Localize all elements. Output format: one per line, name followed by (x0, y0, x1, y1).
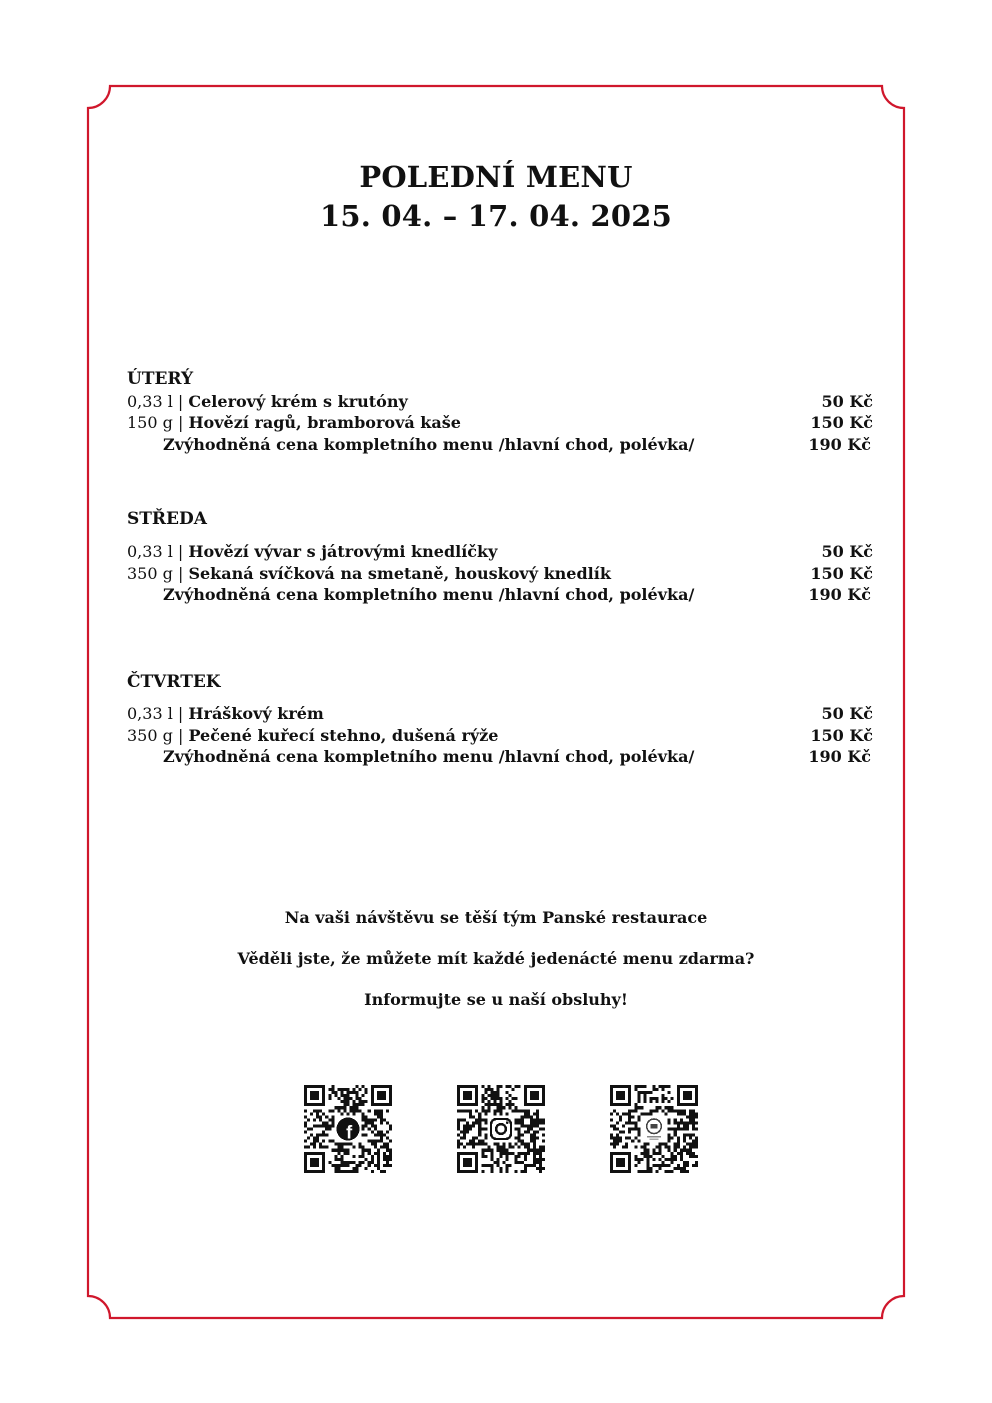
menu-item-soup (127, 541, 873, 562)
menu-item-main (127, 563, 873, 584)
item-quantity: 350 g | (127, 564, 189, 583)
qr-finder-pattern (304, 1085, 325, 1106)
item-dish: Hovězí vývar s játrovými knedlíčky (188, 542, 498, 561)
item-price: 150 Kč (810, 413, 873, 432)
combo-label: Zvýhodněná cena kompletního menu /hlavní chod, polévka/ (163, 435, 695, 454)
qr-finder-pattern (524, 1085, 545, 1106)
day-heading-wednesday: STŘEDA (127, 509, 207, 529)
footer-ask-staff: Informujte se u naší obsluhy! (364, 990, 628, 1009)
combo-offer (127, 584, 873, 605)
combo-label: Zvýhodněná cena kompletního menu /hlavní chod, polévka/ (163, 747, 695, 766)
item-price: 50 Kč (821, 542, 873, 561)
combo-offer (127, 434, 873, 455)
menu-item-soup (127, 391, 873, 412)
footer-loyalty-question: Věděli jste, že můžete mít každé jedenácté menu zdarma? (237, 949, 755, 968)
combo-label: Zvýhodněná cena kompletního menu /hlavní chod, polévka/ (163, 585, 695, 604)
menu-item-soup (127, 703, 873, 724)
menu-date-range: 15. 04. – 17. 04. 2025 (320, 199, 672, 233)
menu-item-main (127, 725, 873, 746)
restaurant-qr-code[interactable] (610, 1085, 698, 1173)
day-heading-tuesday: ÚTERÝ (127, 369, 194, 389)
item-dish: Hovězí ragů, bramborová kaše (188, 413, 461, 432)
item-dish: Sekaná svíčková na smetaně, houskový knedlík (188, 564, 611, 583)
item-price: 50 Kč (821, 392, 873, 411)
combo-offer (127, 746, 873, 767)
qr-finder-pattern (610, 1085, 631, 1106)
qr-finder-pattern (457, 1152, 478, 1173)
qr-finder-pattern (304, 1152, 325, 1173)
day-heading-thursday: ČTVRTEK (127, 672, 221, 692)
footer-greeting: Na vaši návštěvu se těší tým Panské restaurace (284, 908, 708, 927)
svg-text:f: f (346, 1122, 353, 1143)
item-quantity: 0,33 l | (127, 542, 189, 561)
item-dish: Hráškový krém (188, 704, 324, 723)
item-quantity: 350 g | (127, 726, 189, 745)
item-price: 150 Kč (810, 726, 873, 745)
combo-price: 190 Kč (808, 435, 871, 454)
menu-item-main (127, 412, 873, 433)
instagram-qr-code[interactable] (457, 1085, 545, 1173)
qr-finder-pattern (457, 1085, 478, 1106)
facebook-qr-code[interactable] (304, 1085, 392, 1173)
item-quantity: 150 g | (127, 413, 189, 432)
qr-finder-pattern (677, 1085, 698, 1106)
combo-price: 190 Kč (808, 747, 871, 766)
item-quantity: 0,33 l | (127, 704, 189, 723)
item-price: 150 Kč (810, 564, 873, 583)
qr-finder-pattern (610, 1152, 631, 1173)
combo-price: 190 Kč (808, 585, 871, 604)
item-dish: Pečené kuřecí stehno, dušená rýže (188, 726, 499, 745)
qr-finder-pattern (371, 1085, 392, 1106)
item-quantity: 0,33 l | (127, 392, 189, 411)
item-dish: Celerový krém s krutóny (188, 392, 408, 411)
item-price: 50 Kč (821, 704, 873, 723)
menu-title: POLEDNÍ MENU (359, 160, 633, 194)
